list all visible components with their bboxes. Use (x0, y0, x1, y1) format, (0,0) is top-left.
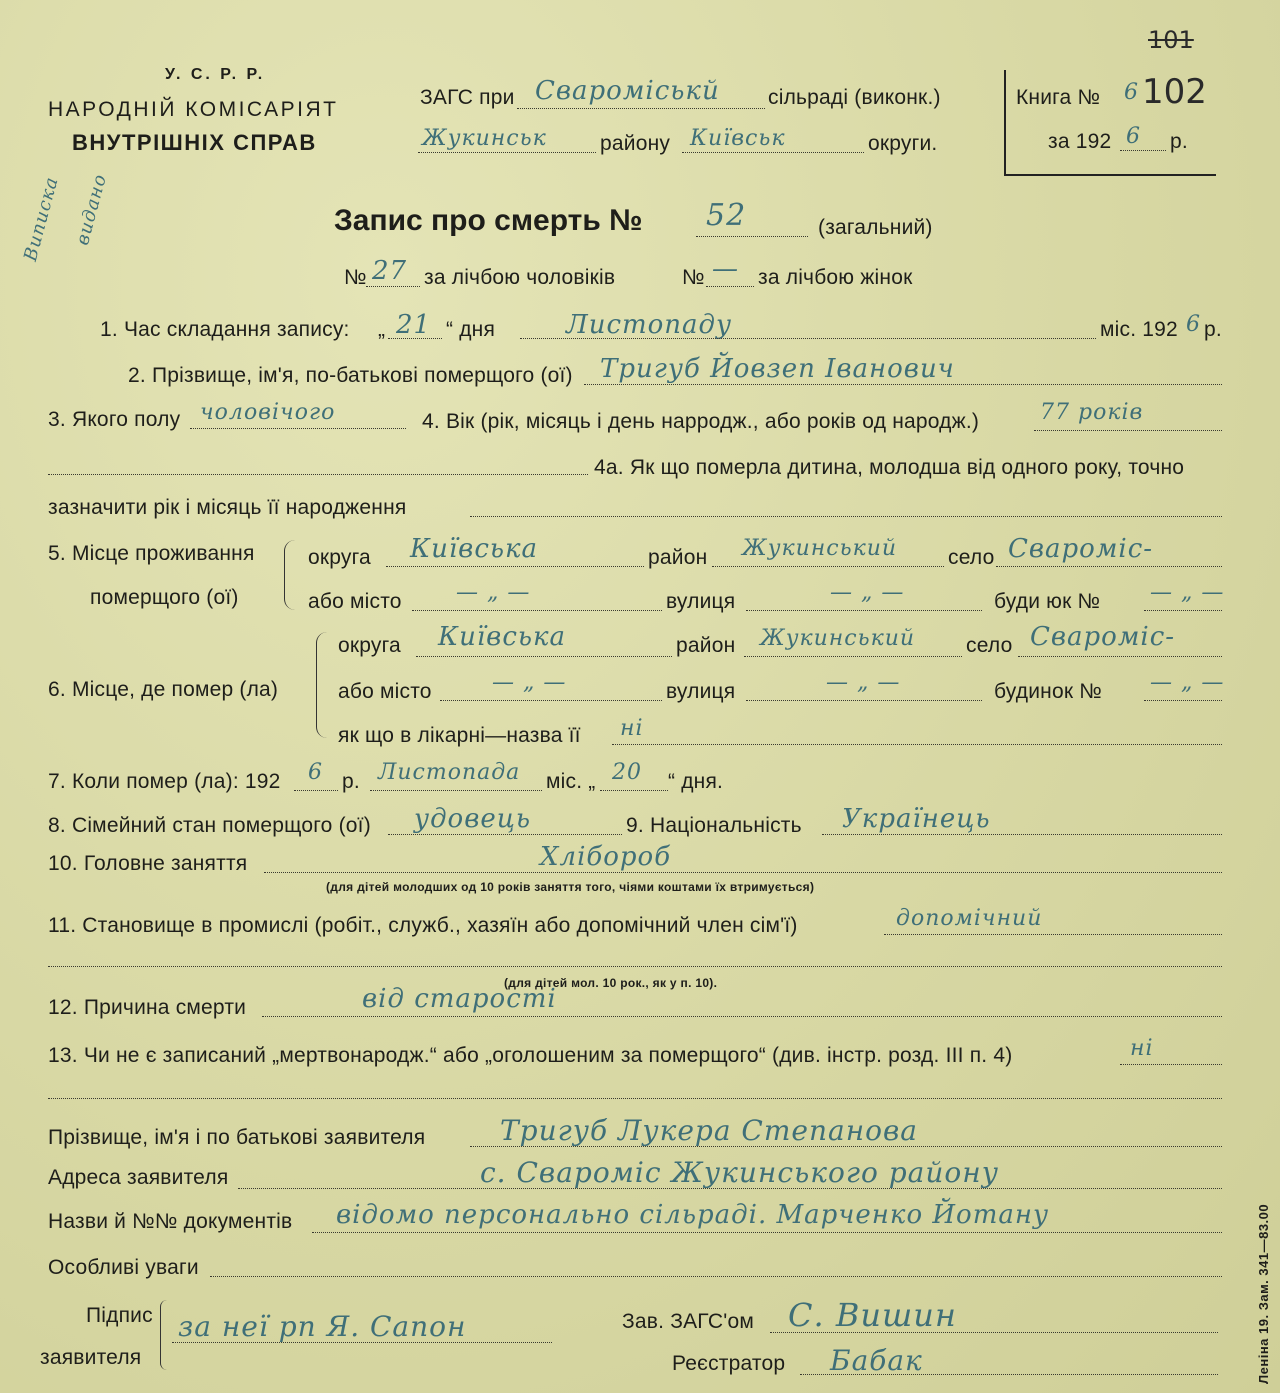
registrar-label: Реєстратор (672, 1352, 786, 1375)
f7-day-value: 20 (612, 760, 642, 785)
f6-brace (316, 632, 327, 738)
applicant-label: Прізвище, ім'я і по батькові заявителя (48, 1126, 426, 1149)
book-number-stamp: 102 (1142, 72, 1207, 112)
f4-value: 77 років (1040, 400, 1144, 425)
women-count-value: — (712, 254, 739, 284)
f3-value: чоловічого (200, 400, 336, 425)
f5-okruha-value: Київська (410, 534, 539, 564)
men-count-value: 27 (372, 256, 408, 286)
f5-okruha-label: округа (308, 546, 371, 569)
f1-day-close: “ дня (446, 318, 496, 341)
f5-brace (284, 540, 295, 610)
f5-label1: 5. Місце проживання (48, 542, 255, 565)
f5-vulytsia-value: — „ — (830, 580, 905, 605)
f9-value: Українець (842, 804, 991, 834)
address-value: с. Свароміс Жукинського району (480, 1156, 999, 1189)
signature-label1: Підпис (86, 1304, 153, 1327)
f6-raion-label: район (676, 634, 736, 657)
record-number: 52 (706, 198, 747, 233)
f11-note: (для дітей мол. 10 рок., як у п. 10). (504, 976, 718, 990)
f6-vulytsia-value: — „ — (826, 670, 901, 695)
f1-label: 1. Час складання запису: (100, 318, 350, 341)
f11-label: 11. Становище в промислі (робіт., служб., хазяїн або допомічний член сім'ї) (48, 914, 798, 937)
f12-label: 12. Причина смерти (48, 996, 247, 1019)
men-count-label: № (344, 266, 367, 289)
f5-selo-label: село (948, 546, 995, 569)
f4a-label: 4а. Як що померла дитина, молодша від одного року, точно (594, 456, 1185, 479)
f1-day-open: „ (378, 318, 386, 341)
zags-prefix: ЗАГС при (420, 86, 515, 109)
f10-label: 10. Головне заняття (48, 852, 248, 875)
okruha-label: округи. (868, 132, 938, 155)
registrar-signature: Бабак (830, 1344, 923, 1377)
f5-raion-value: Жукинський (742, 536, 898, 561)
f6-misto-label: або місто (338, 680, 432, 703)
record-title: Запис про смерть № (334, 204, 643, 237)
f6-hospital-value: ні (620, 716, 644, 741)
f5-selo-value: Свароміс- (1008, 534, 1154, 564)
book-number: 6 (1124, 80, 1139, 105)
f5-vulytsia-label: вулиця (666, 590, 736, 613)
commissariat-line2: ВНУТРІШНІХ СПРАВ (72, 130, 317, 155)
head-label: Зав. ЗАГС'ом (622, 1310, 754, 1333)
f7-dnia: “ дня. (668, 770, 724, 793)
applicant-value: Тригуб Лукера Степанова (500, 1114, 918, 1147)
commissariat-line1: НАРОДНІЙ КОМІСАРІЯТ (48, 98, 339, 121)
documents-value: відомо персонально сільраді. Марченко Йотану (336, 1200, 1050, 1230)
f6-hospital-label: як що в лікарні—назва її (338, 724, 581, 747)
f5-budynok-label: буди юк № (994, 590, 1101, 613)
f3-label: 3. Якого полу (48, 408, 181, 431)
zags-village-value: Свароміськй (535, 76, 720, 106)
f7-mis: міс. „ (546, 770, 596, 793)
book-label: Книга № (1016, 86, 1101, 109)
f1-r: р. (1204, 318, 1222, 341)
f11-value: допомічний (896, 906, 1043, 931)
f6-budynok-value: — „ — (1150, 670, 1225, 695)
f6-selo-label: село (966, 634, 1013, 657)
signature-value: за неї рп Я. Сапон (178, 1310, 467, 1343)
address-label: Адреса заявителя (48, 1166, 229, 1189)
f13-label: 13. Чи не є записаний „мертвонародж.“ або „оголошеним за померщого“ (див. інстр. розд. III п. 4) (48, 1044, 1013, 1067)
year-label: за 192 (1048, 130, 1112, 153)
f5-misto-value: — „ — (456, 580, 531, 605)
notes-label: Особливі уваги (48, 1256, 199, 1279)
record-number-suffix: (загальний) (818, 216, 933, 239)
f5-budynok-value: — „ — (1150, 580, 1225, 605)
f6-raion-value: Жукинський (760, 626, 916, 651)
f1-mis: міс. 192 (1100, 318, 1178, 341)
f12-value: від старості (362, 984, 557, 1014)
f6-okruha-value: Київська (438, 622, 567, 652)
f7-year-value: 6 (308, 760, 323, 785)
year-value: 6 (1126, 124, 1141, 149)
f5-misto-label: або місто (308, 590, 402, 613)
f2-label: 2. Прізвище, ім'я, по-батькові померщого (ої) (128, 364, 573, 387)
signature-label2: заявителя (40, 1346, 142, 1369)
f6-vulytsia-label: вулиця (666, 680, 736, 703)
signature-brace (160, 1300, 167, 1370)
f7-month-value: Листопада (378, 760, 521, 785)
year-suffix: р. (1170, 130, 1188, 153)
f4a-label2: зазначити рік і місяць її народження (48, 496, 407, 519)
f1-day-value: 21 (396, 310, 432, 340)
f1-year-value: 6 (1186, 312, 1201, 337)
side-print: Леніна 19. Зам. 341—83.00 (1256, 1203, 1271, 1384)
okruha-value: Київськ (690, 126, 786, 151)
f7-label: 7. Коли помер (ла): 192 (48, 770, 281, 793)
f6-misto-value: — „ — (492, 670, 567, 695)
f8-label: 8. Сімейний стан померщого (ої) (48, 814, 371, 837)
f10-value: Хлібороб (540, 842, 672, 872)
documents-label: Назви й №№ документів (48, 1210, 293, 1233)
f2-value: Тригуб Йовзеп Іванович (600, 354, 955, 384)
men-count-suffix: за лічбою чоловіків (424, 266, 616, 289)
republic-title: У. С. Р. Р. (165, 66, 266, 83)
corner-number: 101 (1148, 26, 1194, 54)
f8-value: удовець (414, 804, 532, 834)
margin-note-line2: видано (72, 171, 112, 248)
head-signature: С. Вишин (788, 1296, 957, 1334)
women-count-suffix: за лічбою жінок (758, 266, 913, 289)
district-label: району (600, 132, 671, 155)
f10-note: (для дітей молодших од 10 років заняття того, чіями коштами їх втримується) (326, 880, 815, 894)
margin-note-line1: Виписка (20, 174, 63, 264)
f7-r: р. (342, 770, 360, 793)
f6-budynok-label: будинок № (994, 680, 1102, 703)
f1-month-value: Листопаду (566, 310, 733, 340)
f6-selo-value: Свароміс- (1030, 622, 1176, 652)
f5-label2: померщого (ої) (90, 586, 239, 609)
f6-label: 6. Місце, де помер (ла) (48, 678, 279, 701)
f6-okruha-label: округа (338, 634, 401, 657)
district-value: Жукинськ (422, 126, 547, 151)
f5-raion-label: район (648, 546, 708, 569)
f13-value: ні (1130, 1036, 1154, 1061)
f4-label: 4. Вік (рік, місяць і день нарродж., або років од народж.) (422, 410, 980, 433)
f9-label: 9. Національність (626, 814, 802, 837)
women-count-label: № (682, 266, 705, 289)
zags-suffix: сільраді (виконк.) (768, 86, 941, 109)
